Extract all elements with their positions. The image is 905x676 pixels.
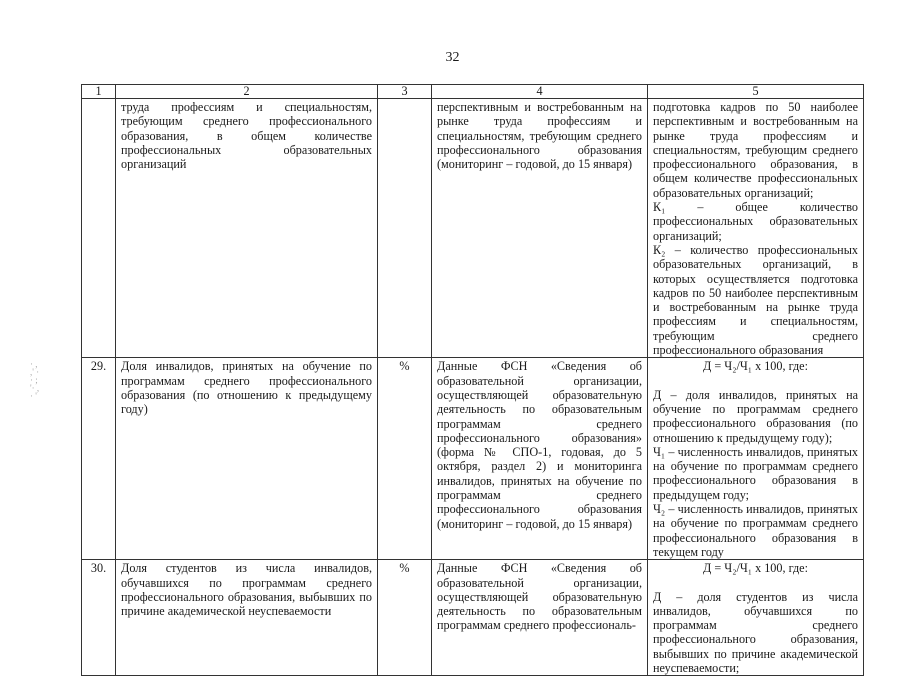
data-source: Данные ФСН «Сведения об образовательной организации, осуществляющей образовательную деятельность по образовательным программам среднего профессиональ- — [432, 560, 648, 676]
table-row — [82, 560, 864, 676]
calculation-method — [648, 358, 864, 560]
method-paragraph: Ч₁ – численность инвалидов, принятых на обучение по программам среднего профессионального образования в предыдущем году; — [653, 444, 858, 502]
calculation-method — [648, 560, 864, 676]
method-paragraph: К₂ – количество профессиональных образовательных организаций, в которых осуществляется подготовка кадров по 50 наиболее перспективным и востребованным на рынке труда профессиям и специальностям, требующим среднего профессионального образования — [653, 242, 858, 358]
column-number-row — [82, 85, 864, 99]
method-paragraph: подготовка кадров по 50 наиболее перспективным и востребованным на рынке труда профессиям и специальностям, требующим среднего профессионального образования, в общем количестве профессиональных образовательных организаций; — [653, 100, 858, 200]
indicator-name: Доля студентов из числа инвалидов, обучавшихся по программам среднего профессионального образования, выбывших по причине академической неуспеваемости — [116, 560, 378, 676]
column-header: 5 — [648, 85, 864, 99]
row-number: 30. — [82, 560, 116, 676]
column-header: 1 — [82, 85, 116, 99]
data-source: перспективным и востребованным на рынке труда профессиям и специальностям, требующим среднего профессионального образования (мониторинг – годовой, до 15 января) — [432, 99, 648, 358]
method-paragraph: Д – доля студентов из числа инвалидов, обучавшихся по программам среднего профессионального образования, выбывших по причине академической неуспеваемости; — [653, 589, 858, 675]
method-paragraph: Д – доля инвалидов, принятых на обучение по программам среднего профессионального образования (по отношению к предыдущему году); — [653, 387, 858, 445]
scan-margin-mark: · , ,' · · ; '· , · ' — [30, 359, 40, 401]
indicator-unit: % — [378, 358, 432, 560]
table-row — [82, 99, 864, 358]
column-header: 2 — [116, 85, 378, 99]
data-source: Данные ФСН «Сведения об образовательной организации, осуществляющей образовательную деятельность по образовательным программам среднего профессионального образования» (форма № СПО-1, годовая, до 5 октября, раздел 2) и мониторинга инвалидов, принятых на обучение по программам среднего профессионального образования (мониторинг – годовой, до 15 января) — [432, 358, 648, 560]
indicator-name: Доля инвалидов, принятых на обучение по программам среднего профессионального образования (по отношению к предыдущему году) — [116, 358, 378, 560]
method-paragraph: К₁ – общее количество профессиональных образовательных организаций; — [653, 200, 858, 243]
formula: Д = Ч₂/Ч₁ х 100, где: — [703, 359, 808, 374]
indicator-name: труда профессиям и специальностям, требующим среднего профессионального образования, в общем количестве профессиональных образовательных организаций — [116, 99, 378, 358]
indicators-table — [81, 84, 864, 676]
row-number: 29. — [82, 358, 116, 560]
indicator-unit — [378, 99, 432, 358]
calculation-method — [648, 99, 864, 358]
formula: Д = Ч₂/Ч₁ х 100, где: — [703, 561, 808, 576]
column-header: 4 — [432, 85, 648, 99]
method-paragraph: Ч₂ – численность инвалидов, принятых на обучение по программам среднего профессионального образования в текущем году — [653, 502, 858, 559]
indicator-unit: % — [378, 560, 432, 676]
table-row — [82, 358, 864, 560]
page-number: 32 — [445, 50, 460, 65]
row-number — [82, 99, 116, 358]
column-header: 3 — [378, 85, 432, 99]
